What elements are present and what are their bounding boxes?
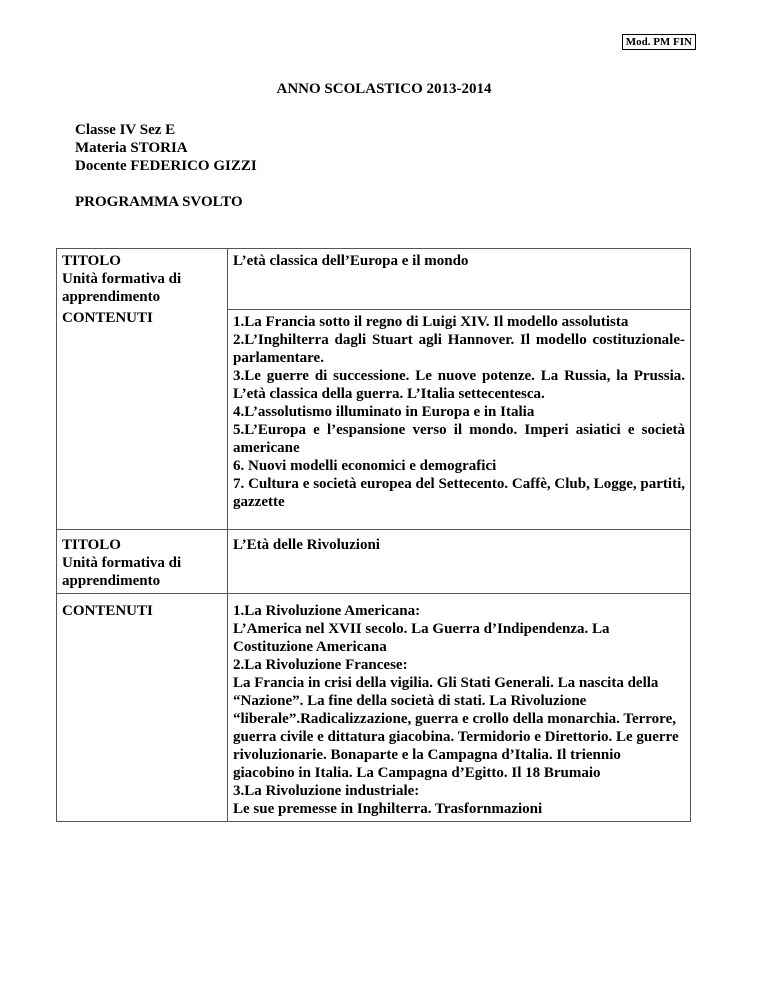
unita-label: Unità formativa di apprendimento [62,271,182,305]
list-item: Le sue premesse in Inghilterra. Trasfornmazioni [233,800,543,817]
titolo-label: TITOLO [62,536,121,553]
list-item: 7. Cultura e società europea del Settecento. Caffè, Club, Logge, partiti, gazzette [233,475,685,510]
list-item: L’America nel XVII secolo. La Guerra d’Indipendenza. La Costituzione Americana [233,620,610,655]
teacher-label: Docente FEDERICO GIZZI [75,158,257,174]
list-item: 3.La Rivoluzione industriale: [233,782,420,799]
list-item: 5.L’Europa e l’espansione verso il mondo. Imperi asiatici e società americane [233,421,685,456]
school-year-heading: ANNO SCOLASTICO 2013-2014 [276,81,492,97]
titolo-label: TITOLO [62,253,121,269]
list-item: 1.La Rivoluzione Americana: [233,602,421,619]
contents-label-cell [57,309,228,529]
unita-label: Unità formativa di apprendimento [62,554,182,589]
list-item: 2.L’Inghilterra dagli Stuart agli Hannover. Il modello costituzionale-parlamentare. [233,331,685,366]
list-item: 3.Le guerre di successione. Le nuove potenze. La Russia, la Prussia. L’età classica della guerra. L’Italia settecentesca. [233,367,685,402]
table-row [57,593,691,821]
section-title-cell [228,249,691,310]
table-row [57,309,691,529]
title-label-cell [57,249,228,310]
subject-label: Materia STORIA [75,140,188,156]
section-title-cell [228,529,691,593]
class-info-block [75,121,257,175]
section-title: L’età classica dell’Europa e il mondo [233,253,469,269]
contents-cell [228,593,691,821]
contenuti-label: CONTENUTI [62,602,153,619]
contenuti-label: CONTENUTI [62,310,153,326]
program-table [56,248,691,822]
contents-cell [228,309,691,529]
list-item: 6. Nuovi modelli economici e demografici [233,457,497,474]
program-title: PROGRAMMA SVOLTO [75,194,243,210]
table-row [57,249,691,310]
list-item: 2.La Rivoluzione Francese: [233,656,408,673]
list-item: 4.L’assolutismo illuminato in Europa e in Italia [233,403,535,420]
list-item: 1.La Francia sotto il regno di Luigi XIV. Il modello assolutista [233,313,629,330]
title-label-cell [57,529,228,593]
list-item: La Francia in crisi della vigilia. Gli Stati Generali. La nascita della “Nazione”. La fine della società di stati. La Rivoluzione “liberale”.Radicalizzazione, guerra e crollo della monarchia. Terrore, guerra civile e dittatura giacobina. Termidorio e Direttorio. Le guerre rivoluzionarie. Bonaparte e la Campagna d’Italia. Il triennio giacobino in Italia. La Campagna d’Egitto. Il 18 Brumaio [233,674,679,781]
form-code-badge: Mod. PM FIN [622,34,696,50]
table-row [57,529,691,593]
contents-label-cell [57,593,228,821]
section-title: L’Età delle Rivoluzioni [233,536,380,553]
class-label: Classe IV Sez E [75,122,176,138]
